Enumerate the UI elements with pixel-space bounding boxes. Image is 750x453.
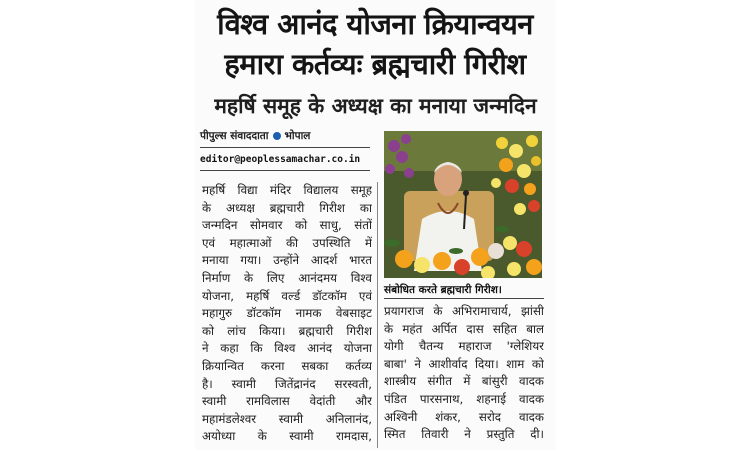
article-line: के महंत अर्पित दास सहित बाल (384, 321, 544, 336)
article-line: मनाया गया। उन्होंने आदर्श भारत (202, 253, 372, 268)
article-line: महामंडलेश्वर स्वामी अनिलानंद, (202, 411, 372, 426)
byline-divider (200, 147, 370, 148)
article-column-2 (384, 303, 544, 453)
bullet-icon (273, 132, 281, 140)
article-line: स्वामी रामविलास वेदांती और (202, 394, 372, 409)
email-divider (200, 170, 370, 171)
article-line: निर्माण के लिए आनंदमय विश्व (202, 270, 372, 285)
article-line: ने कहा कि विश्व आनंद योजना (202, 341, 372, 356)
article-line: महागुरु डॉटकॉम नामक वेबसाइट (202, 306, 372, 321)
article-line: स्मित तिवारी ने प्रस्तुति दी। (384, 427, 544, 442)
byline-author: पीपुल्स संवाददाता (200, 130, 269, 142)
article-line: योगी चैतन्य महाराज 'ग्लेशियर (384, 339, 544, 354)
article-line: पंडित पारसनाथ, शहनाई वादक (384, 391, 544, 406)
article-line: योजना, महर्षि वर्ल्ड डॉटकॉम एवं (202, 288, 372, 303)
article-line: अयोध्या के स्वामी रामदास, (202, 429, 372, 444)
photo-illustration (384, 131, 542, 278)
email-address: editor@peoplessamachar.co.in (200, 154, 361, 165)
subheadline: महर्षि समूह के अध्यक्ष का मनाया जन्मदिन (214, 94, 537, 118)
column-divider (377, 182, 378, 448)
headline-line-1: विश्व आनंद योजना क्रियान्वयन (217, 7, 533, 41)
article-photo (384, 131, 542, 278)
article-line: को लांच किया। ब्रह्मचारी गिरीश (202, 323, 372, 338)
article-line: अश्विनी शंकर, सरोद वादक (384, 409, 544, 424)
article-line: है। स्वामी जितेंद्रानंद सरस्वती, (202, 376, 372, 391)
caption-divider (384, 298, 544, 299)
article-line: के अध्यक्ष ब्रह्मचारी गिरीश का (202, 200, 372, 215)
photo-caption: संबोधित करते ब्रह्मचारी गिरीश। (384, 284, 502, 296)
article-line: महर्षि विद्या मंदिर विद्यालय समूह (202, 183, 372, 197)
article-line: बाबा' ने आशीर्वाद दिया। शाम को (384, 356, 544, 371)
byline-city: भोपाल (284, 130, 311, 142)
article-line: जन्मदिन सोमवार को साधु, संतों (202, 218, 372, 233)
article-line: प्रयागराज के अभिरामाचार्य, झांसी (384, 304, 544, 318)
headline-line-2: हमारा कर्तव्यः ब्रह्मचारी गिरीश (224, 47, 526, 81)
byline (200, 128, 370, 144)
article-line: शास्त्रीय संगीत में बांसुरी वादक (384, 374, 544, 389)
article-column-1 (202, 182, 372, 452)
article-line: क्रियान्वित करना सबका कर्तव्य (202, 358, 372, 373)
article-line: एवं महात्माओं की उपस्थिति में (202, 235, 372, 250)
